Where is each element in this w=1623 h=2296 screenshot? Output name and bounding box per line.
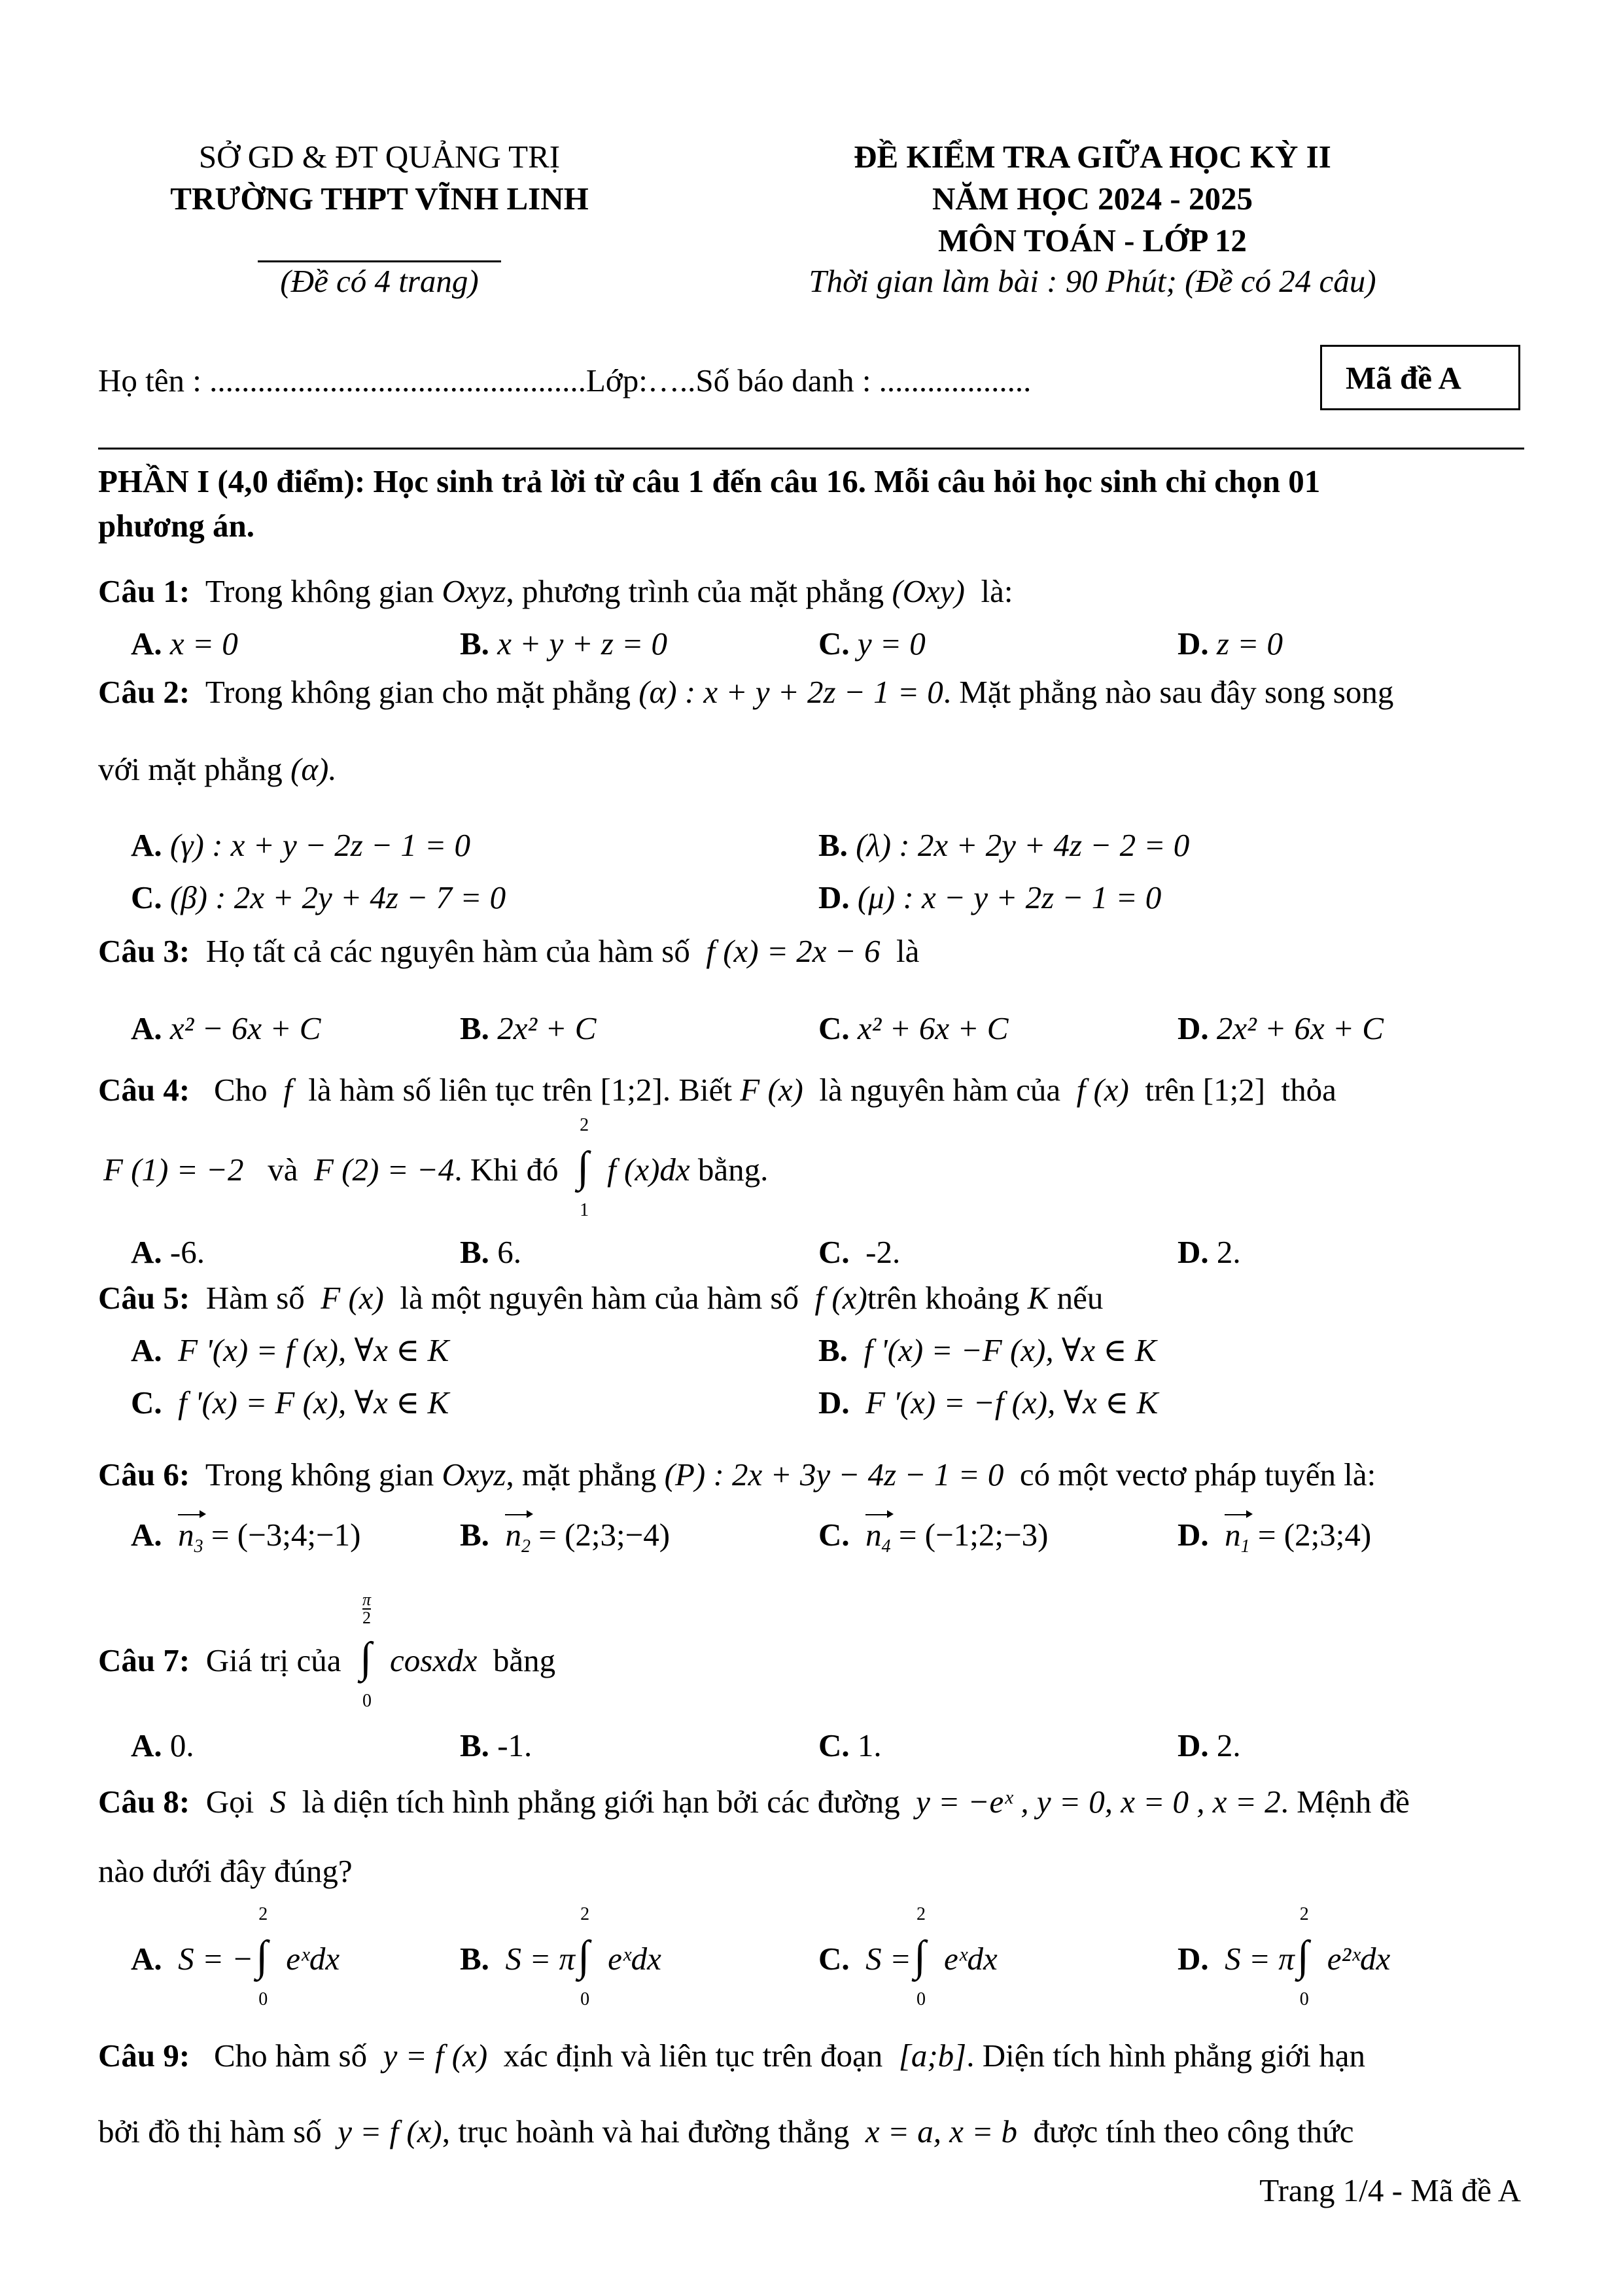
q7-option-a[interactable]: A. 0. [131, 1727, 194, 1763]
q4-option-c[interactable]: C. -2. [818, 1234, 901, 1270]
q6-option-a[interactable]: A. $n_3$ = (−3;4;−1) [131, 1517, 361, 1557]
q5-option-c[interactable]: C. f '(x) = F (x), ∀x ∈ K [131, 1385, 449, 1421]
page-footer: Trang 1/4 - Mã đề A [1259, 2172, 1521, 2208]
part1-heading: PHẦN I (4,0 điểm): Học sinh trả lời từ câu 1 đến câu 16. Mỗi câu hỏi học sinh chỉ chọn 01 [98, 463, 1321, 499]
q3-option-a[interactable]: A. x² − 6x + C [131, 1010, 321, 1046]
q2-option-d[interactable]: D. (μ) : x − y + 2z − 1 = 0 [818, 879, 1162, 915]
page-count: (Đề có 4 trang) [280, 263, 479, 299]
vector-n3: $n_3$ [178, 1517, 203, 1557]
question-2: Câu 2: Trong không gian cho mặt phẳng (α) : x + y + 2z − 1 = 0. Mặt phẳng nào sau đây song song [98, 674, 1394, 710]
department-name: SỞ GD & ĐT QUẢNG TRỊ [198, 139, 561, 175]
q1-option-d[interactable]: D. z = 0 [1178, 626, 1283, 662]
question-5: Câu 5: Hàm số F (x) là một nguyên hàm của hàm số f (x)trên khoảng K nếu [98, 1280, 1104, 1316]
question-4-cont: F (1) = −2 và F (2) = −4. Khi đó ∫ 2 1 f (x)dx bằng. [103, 1115, 769, 1221]
q7-option-b[interactable]: B. -1. [460, 1727, 532, 1763]
q5-option-a[interactable]: A. F '(x) = f (x), ∀x ∈ K [131, 1332, 449, 1368]
q1-option-a[interactable]: A. x = 0 [131, 626, 238, 662]
q3-option-b[interactable]: B. 2x² + C [460, 1010, 597, 1046]
question-8-cont: nào dưới đây đúng? [98, 1853, 353, 1889]
q2-option-c[interactable]: C. (β) : 2x + 2y + 4z − 7 = 0 [131, 879, 506, 915]
question-8: Câu 8: Gọi S là diện tích hình phẳng giới hạn bởi các đường y = −eˣ , y = 0, x = 0 , x = 2. Mệnh đề [98, 1784, 1410, 1820]
question-7: Câu 7: Giá trị của ∫ $\frac{\pi}{2}$ 0 cosxdx bằng [98, 1590, 556, 1712]
vector-n1: $n_1$ [1225, 1517, 1250, 1557]
integral-symbol: ∫ 2 1 [577, 1115, 589, 1221]
question-1: Câu 1: Trong không gian Oxyz, phương trình của mặt phẳng (Oxy) là: [98, 573, 1013, 609]
question-6: Câu 6: Trong không gian Oxyz, mặt phẳng (P) : 2x + 3y − 4z − 1 = 0 có một vectơ pháp tuyến là: [98, 1457, 1376, 1492]
school-name: TRƯỜNG THPT VĨNH LINH [170, 181, 589, 217]
q1-option-b[interactable]: B. x + y + z = 0 [460, 626, 667, 662]
q6-option-b[interactable]: B. $n_2$ = (2;3;−4) [460, 1517, 671, 1557]
q2-option-b[interactable]: B. (λ) : 2x + 2y + 4z − 2 = 0 [818, 827, 1190, 863]
school-year: NĂM HỌC 2024 - 2025 [932, 181, 1253, 217]
q1-option-c[interactable]: C. y = 0 [818, 626, 926, 662]
q4-option-d[interactable]: D. 2. [1178, 1234, 1241, 1270]
q8-option-b[interactable]: B. S = π ∫ 2 0 eˣdx [460, 1904, 661, 2010]
exam-title: ĐỀ KIỂM TRA GIỮA HỌC KỲ II [854, 139, 1331, 175]
question-2-cont: với mặt phẳng (α). [98, 751, 337, 787]
question-9-cont: bởi đồ thị hàm số y = f (x), trục hoành và hai đường thẳng x = a, x = b được tính theo công thức [98, 2113, 1354, 2149]
section-rule [98, 448, 1524, 450]
part1-heading-cont: phương án. [98, 508, 255, 544]
vector-n2: $n_2$ [505, 1517, 531, 1557]
q3-option-d[interactable]: D. 2x² + 6x + C [1178, 1010, 1384, 1046]
q6-option-d[interactable]: D. $n_1$ = (2;3;4) [1178, 1517, 1372, 1557]
question-label: Câu 1: [98, 573, 190, 609]
q4-option-b[interactable]: B. 6. [460, 1234, 521, 1270]
q5-option-d[interactable]: D. F '(x) = −f (x), ∀x ∈ K [818, 1385, 1159, 1421]
header-divider [258, 260, 501, 262]
integral-symbol: ∫ $\frac{\pi}{2}$ 0 [360, 1590, 372, 1712]
q7-option-c[interactable]: C. 1. [818, 1727, 882, 1763]
q2-option-a[interactable]: A. (γ) : x + y − 2z − 1 = 0 [131, 827, 470, 863]
q3-option-c[interactable]: C. x² + 6x + C [818, 1010, 1009, 1046]
q8-option-a[interactable]: A. S = − ∫ 2 0 eˣdx [131, 1904, 340, 2010]
q4-option-a[interactable]: A. -6. [131, 1234, 205, 1270]
exam-code: Mã đề A [1346, 360, 1461, 396]
student-info-line: Họ tên : ...............................................Lớp:…..Số báo danh : ................... [98, 362, 1032, 398]
question-4: Câu 4: Cho f là hàm số liên tục trên [1;2]. Biết F (x) là nguyên hàm của f (x) trên [1;2] thỏa [98, 1072, 1336, 1108]
q5-option-b[interactable]: B. f '(x) = −F (x), ∀x ∈ K [818, 1332, 1157, 1368]
vector-n4: $n_4$ [865, 1517, 891, 1557]
q7-option-d[interactable]: D. 2. [1178, 1727, 1241, 1763]
q8-option-c[interactable]: C. S = ∫ 2 0 eˣdx [818, 1904, 998, 2010]
question-3: Câu 3: Họ tất cả các nguyên hàm của hàm số f (x) = 2x − 6 là [98, 933, 920, 969]
subject-grade: MÔN TOÁN - LỚP 12 [938, 222, 1247, 258]
q6-option-c[interactable]: C. $n_4$ = (−1;2;−3) [818, 1517, 1049, 1557]
q8-option-d[interactable]: D. S = π ∫ 2 0 e²ˣdx [1178, 1904, 1391, 2010]
question-9: Câu 9: Cho hàm số y = f (x) xác định và liên tục trên đoạn [a;b]. Diện tích hình phẳng giới hạn [98, 2038, 1365, 2074]
exam-code-box [1320, 345, 1520, 410]
exam-duration: Thời gian làm bài : 90 Phút; (Đề có 24 câu) [809, 263, 1376, 299]
